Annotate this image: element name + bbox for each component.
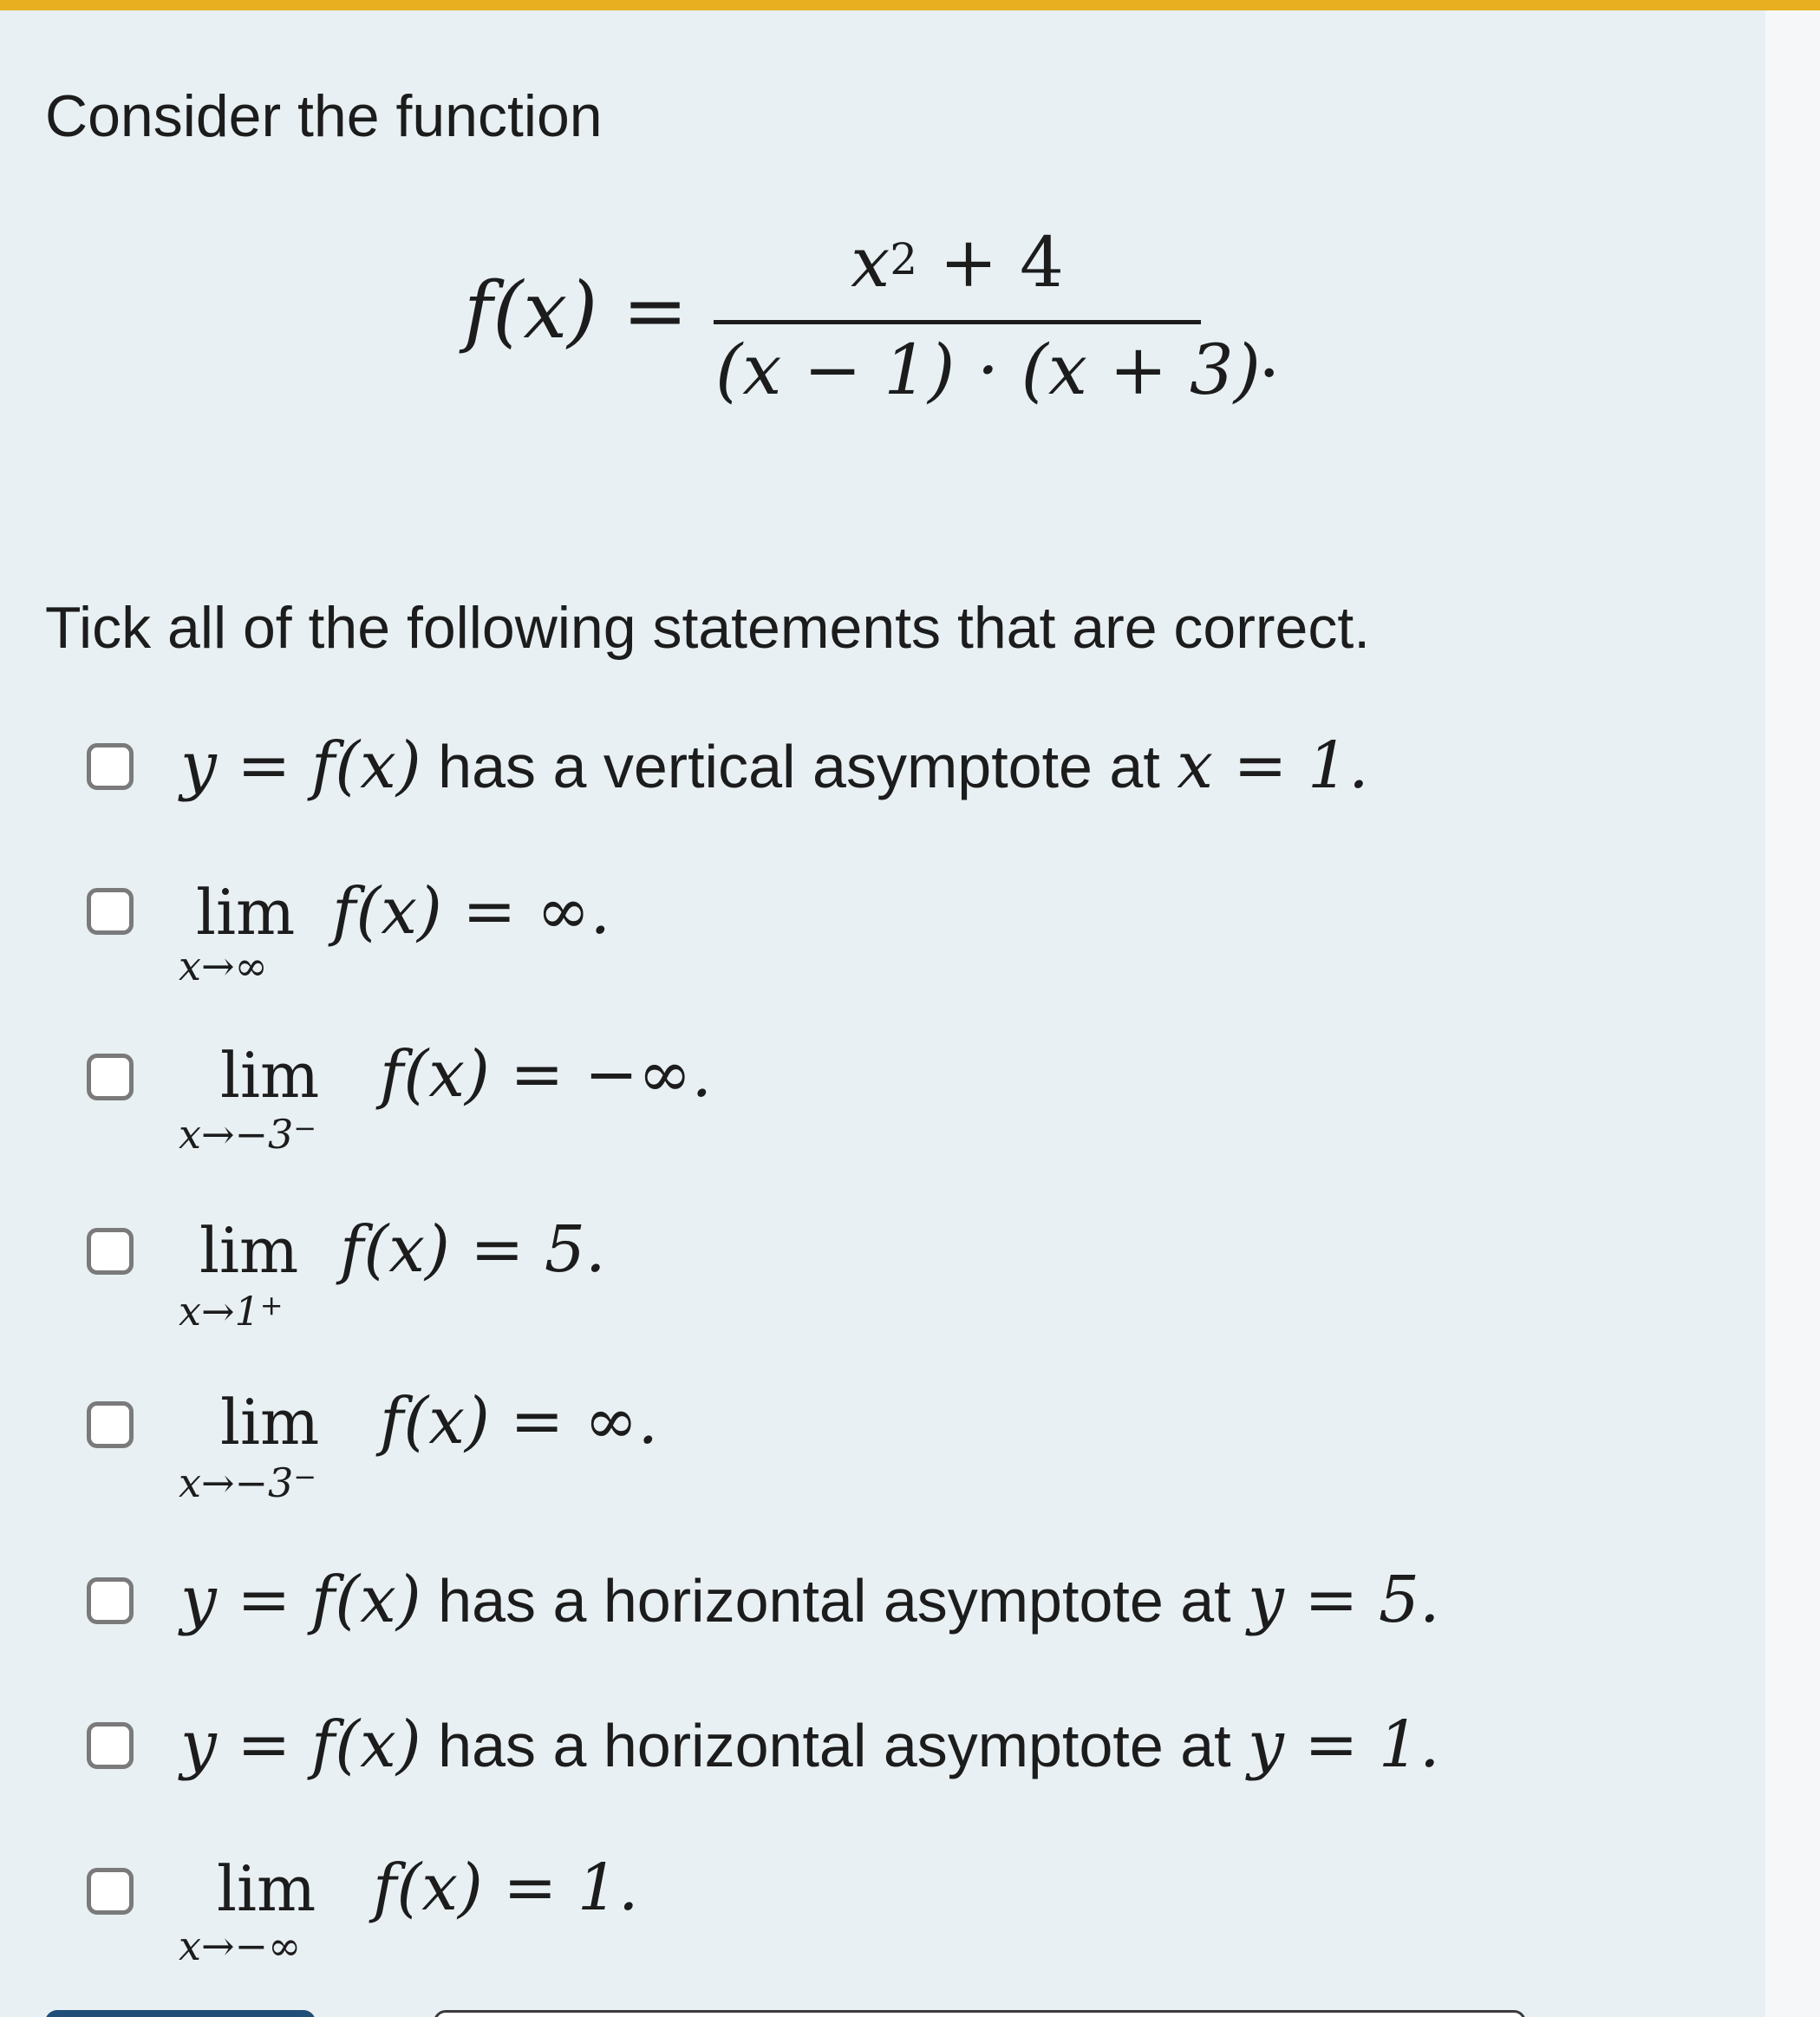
option-6-statement[interactable] [180,1561,1440,1640]
intro-text: Consider the function [45,83,603,149]
option-6-text: has a horizontal asymptote at [421,1567,1249,1635]
option-7-statement[interactable] [180,1706,1440,1785]
option-2-checkbox[interactable] [87,888,134,935]
numerator-base: x [851,222,890,303]
option-1-math-post: x = 1. [1177,728,1369,803]
option-3-lim-sub: x→−3− [179,1111,317,1158]
secondary-button-partial[interactable] [434,2010,1526,2017]
equation-numerator [715,221,1199,313]
option-7-text: has a horizontal asymptote at [421,1712,1249,1779]
option-2-lim-sub: x→∞ [179,943,268,989]
option-4-expression: f(x) = 5. [340,1212,606,1287]
option-3-checkbox[interactable] [87,1054,134,1100]
option-5-expression: f(x) = ∞. [380,1384,659,1459]
option-4-lim: lim [199,1214,299,1287]
option-8-checkbox[interactable] [87,1868,134,1915]
primary-button-partial[interactable] [45,2010,316,2017]
option-6-math-post: y = 5. [1248,1563,1440,1637]
option-5-checkbox[interactable] [87,1401,134,1448]
option-5-lim: lim [220,1386,320,1459]
fraction-bar [714,320,1201,324]
option-1-text: has a vertical asymptote at [421,733,1177,800]
numerator-rest: + 4 [917,222,1064,303]
option-3-lim: lim [220,1039,320,1112]
equation-lhs: f(x) = [464,265,688,356]
option-2-expression: f(x) = ∞. [332,874,611,949]
equation-denominator: (x − 1) · (x + 3) [715,330,1261,410]
option-3-expression: f(x) = −∞. [380,1037,713,1112]
function-equation [464,221,1279,421]
option-1-checkbox[interactable] [87,743,134,790]
option-7-math-post: y = 1. [1248,1707,1440,1782]
option-8-lim-sub: x→−∞ [179,1922,302,1969]
option-6-math-pre: y = f(x) [180,1563,421,1637]
option-1-math-pre: y = f(x) [180,728,421,803]
equation-period: . [1258,312,1281,393]
option-6-checkbox[interactable] [87,1577,134,1624]
prompt-text: Tick all of the following statements that are correct. [45,595,1371,661]
option-8-lim: lim [217,1852,316,1925]
option-4-checkbox[interactable] [87,1228,134,1275]
option-4-lim-sub: x→1+ [179,1288,284,1335]
option-8-expression: f(x) = 1. [373,1851,639,1925]
option-5-lim-sub: x→−3− [179,1459,317,1506]
numerator-exponent: 2 [890,234,918,284]
option-1-statement[interactable] [180,727,1369,806]
top-accent-bar [0,0,1820,10]
right-gutter [1765,10,1820,2017]
option-7-math-pre: y = f(x) [180,1707,421,1782]
option-2-lim: lim [196,876,296,949]
option-7-checkbox[interactable] [87,1722,134,1769]
